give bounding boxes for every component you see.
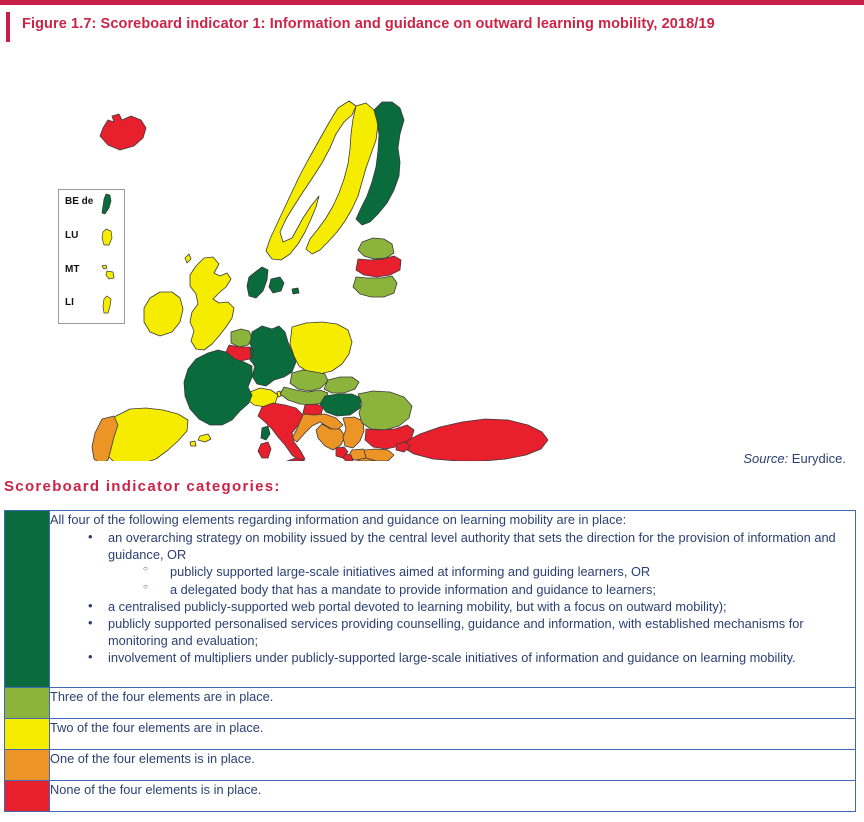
page-title: Figure 1.7: Scoreboard indicator 1: Information and guidance on outward learning mobility, 2018/19 [22,16,715,32]
legend-swatch-red [5,781,49,811]
legend-intro-red: None of the four elements is in place. [50,782,262,797]
map-container [0,46,864,461]
inset-label-be-de: BE de [65,196,94,207]
legend-swatch-cell-yellow [5,719,50,750]
country-ES-balearics[interactable] [198,434,211,442]
legend-table-body [5,511,856,812]
legend-swatch-cell-orange [5,750,50,781]
country-SK[interactable] [324,377,359,393]
country-DK-islands[interactable] [269,277,284,293]
source-label: Source: [743,451,789,466]
inset-shape-li [99,293,117,319]
country-DK-bornholm[interactable] [292,288,299,294]
inset-item-li [59,291,124,324]
inset-label-lu: LU [65,230,79,241]
legend-bullet-4: • involvement of multipliers under publicly-supported large-scale initiatives of information and guidance on learning mobility. [88,649,855,666]
legend-bullet-list [50,529,855,666]
legend-description-red [50,781,856,812]
inset-shape-mt [99,260,117,286]
country-CZ[interactable] [290,370,328,391]
scoreboard-legend-table [4,510,856,812]
legend-bullet-1-text: an overarching strategy on mobility issued by the central level authority that sets the direction for the provision of information and guidance, OR [108,530,836,563]
legend-row-light-green [5,688,856,719]
title-accent-bar [6,12,10,42]
legend-subbullet-list [108,563,855,597]
country-NL[interactable] [231,329,252,347]
legend-swatch-cell-light-green [5,688,50,719]
country-NO[interactable] [266,101,356,260]
country-ES-ibiza[interactable] [190,441,196,446]
source-note [743,451,846,466]
country-TR[interactable] [404,419,548,461]
country-RS[interactable] [343,417,364,448]
legend-intro-yellow: Two of the four elements are in place. [50,720,264,735]
country-PL[interactable] [290,322,352,374]
legend-description-dark-green [50,511,856,688]
legend-intro-orange: One of the four elements is in place. [50,751,255,766]
inset-item-mt [59,258,124,291]
inset-label-mt: MT [65,264,80,275]
inset-label-li: LI [65,297,74,308]
legend-description-light-green [50,688,856,719]
country-HU[interactable] [320,394,361,416]
legend-bullet-2: • a centralised publicly-supported web portal devoted to learning mobility, but with a focus on outward mobility); [88,598,855,615]
country-UK[interactable] [190,257,234,350]
inset-item-lu [59,224,124,257]
legend-subbullet-2: ○ a delegated body that has a mandate to provide information and guidance to learners; [143,581,855,598]
legend-bullet-1 [88,529,855,598]
country-IS[interactable] [100,114,146,150]
categories-heading: Scoreboard indicator categories: [4,478,281,495]
country-RO[interactable] [358,391,412,430]
country-EE[interactable] [358,238,394,259]
legend-intro-light-green: Three of the four elements are in place. [50,689,274,704]
legend-description-yellow [50,719,856,750]
country-FR-corsica[interactable] [261,426,270,440]
legend-swatch-cell-red [5,781,50,812]
legend-row-red [5,781,856,812]
legend-row-dark-green [5,511,856,688]
inset-shape-be-de [99,192,117,218]
legend-intro-dark-green: All four of the following elements regarding information and guidance on learning mobility are in place: [50,512,627,527]
inset-item-be-de [59,190,124,223]
country-LT[interactable] [353,276,397,297]
legend-swatch-cell-dark-green [5,511,50,688]
europe-choropleth-map [0,46,864,461]
legend-description-orange [50,750,856,781]
legend-bullet-3: • publicly supported personalised services providing counselling, guidance and information, with established mechanisms for monitoring and evaluation; [88,615,855,649]
legend-swatch-dark-green [5,511,49,687]
country-IT-sardinia[interactable] [258,442,271,458]
legend-row-orange [5,750,856,781]
legend-swatch-yellow [5,719,49,749]
country-LI-map[interactable] [277,391,281,397]
country-FR[interactable] [184,350,252,425]
country-DE[interactable] [250,326,296,386]
country-LV[interactable] [356,256,401,277]
figure-header [0,0,864,46]
inset-shape-lu [99,226,117,252]
legend-subbullet-1: ○ publicly supported large-scale initiatives aimed at informing and guiding learners, OR [143,563,855,580]
country-UK-outer-hebrides[interactable] [185,254,191,263]
country-IE[interactable] [144,292,183,336]
legend-row-yellow [5,719,856,750]
legend-swatch-orange [5,750,49,780]
country-DK[interactable] [247,267,268,298]
source-value: Eurydice. [788,451,846,466]
map-inset-box [58,189,125,324]
legend-swatch-light-green [5,688,49,718]
